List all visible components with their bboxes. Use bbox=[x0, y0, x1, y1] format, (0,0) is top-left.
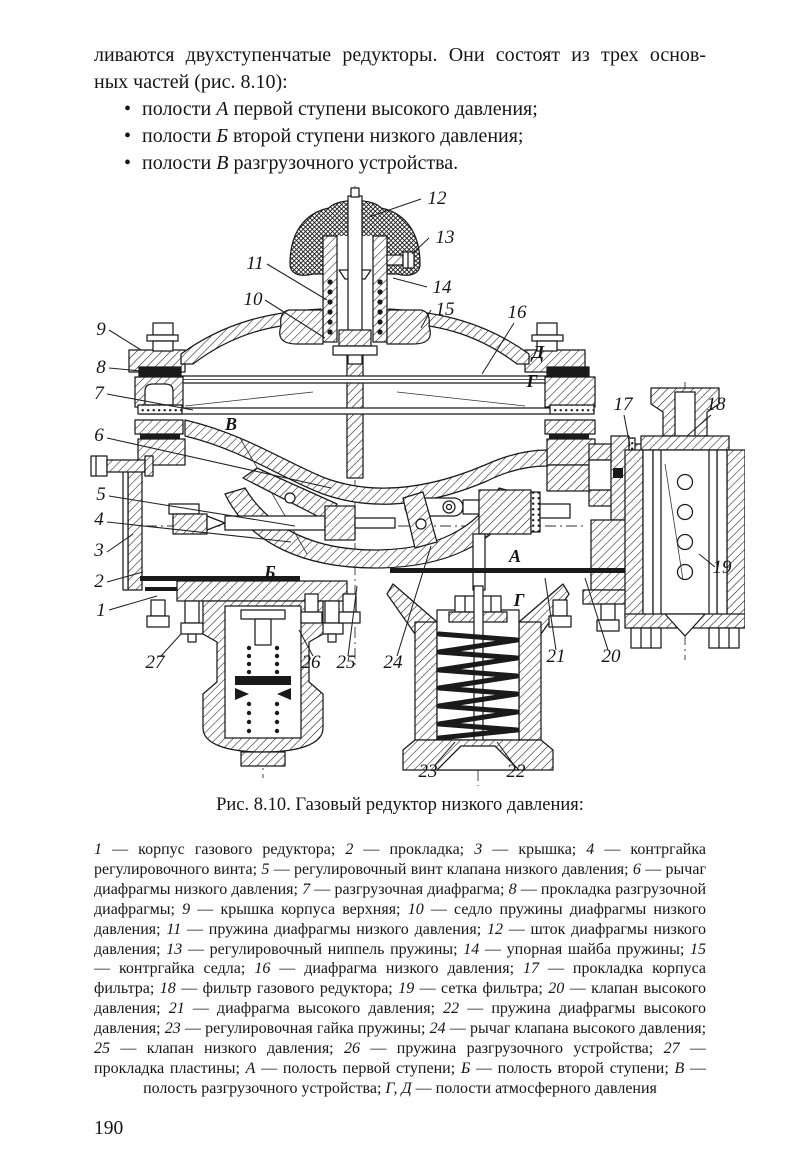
figure-callout-number: 22 bbox=[506, 761, 526, 782]
gasket-8 bbox=[139, 367, 181, 376]
intro-line-1: ливаются двухступенчатые редукторы. Они состоят из трех основ- bbox=[94, 44, 706, 66]
cavity-letter: В bbox=[216, 152, 229, 174]
figure-cavity-letter: А bbox=[508, 546, 522, 566]
legend-item-number: 8 bbox=[508, 880, 517, 898]
legend-item-number: 17 bbox=[523, 960, 540, 978]
legend-item-number: 10 bbox=[407, 900, 424, 918]
intro-paragraph bbox=[94, 42, 706, 177]
diaphragm-assemblies bbox=[139, 367, 589, 414]
legend-item-number: 21 bbox=[168, 1000, 185, 1018]
figure-callout-number: 27 bbox=[145, 652, 165, 673]
legend-item-number: 25 bbox=[94, 1040, 110, 1058]
legend-item-number: 24 bbox=[429, 1020, 446, 1038]
figure-callout-number: 25 bbox=[336, 652, 356, 673]
cavity-bullet-list bbox=[94, 96, 706, 177]
bullet-text: второй ступени низкого давления; bbox=[233, 125, 524, 147]
bullet-text: полости bbox=[142, 98, 212, 120]
bullet-text: полости bbox=[142, 152, 212, 174]
figure-callout-number: 3 bbox=[94, 540, 104, 561]
seat-flange-right bbox=[387, 310, 430, 344]
legend-item-number: 23 bbox=[164, 1020, 181, 1038]
callout-leader-line bbox=[109, 596, 157, 610]
figure-callout-number: 11 bbox=[246, 253, 264, 274]
legend-item-number: 18 bbox=[159, 980, 176, 998]
legend-item-number: 22 bbox=[443, 1000, 460, 1018]
adjusting-screw-5 bbox=[169, 504, 199, 514]
legend-item-number: 12 bbox=[486, 920, 503, 938]
legend-item-number: 19 bbox=[398, 980, 415, 998]
figure-callout-number: 8 bbox=[96, 357, 106, 378]
figure-caption: Рис. 8.10. Газовый редуктор низкого давления: bbox=[216, 795, 584, 815]
figure-callout-number: 2 bbox=[94, 571, 104, 592]
legend-item-number: 15 bbox=[690, 940, 706, 958]
figure-legend bbox=[94, 840, 706, 1099]
legend-item-number: 16 bbox=[254, 960, 271, 978]
figure-callout-number: 10 bbox=[243, 289, 263, 310]
cavity-letter: Б bbox=[216, 125, 229, 147]
figure-callout-number: 7 bbox=[94, 383, 104, 404]
legend-item-number: Г, Д bbox=[385, 1079, 412, 1097]
left-flange-stack bbox=[123, 377, 185, 590]
bullet-text: разгрузочного устройства. bbox=[233, 152, 459, 174]
figure-callout-number: 16 bbox=[507, 302, 527, 323]
legend-item-number: 9 bbox=[182, 900, 191, 918]
filter-assembly bbox=[625, 388, 745, 648]
figure-callout-number: 20 bbox=[601, 646, 621, 667]
page-number: 190 bbox=[94, 1118, 124, 1139]
legend-item-number: 3 bbox=[474, 841, 483, 858]
figure-callout-number: 12 bbox=[427, 188, 447, 209]
figure-callout-number: 18 bbox=[706, 394, 726, 415]
legend-item-number: 27 bbox=[663, 1040, 680, 1058]
figure-callout-number: 6 bbox=[94, 425, 104, 446]
figure-callout-number: 14 bbox=[432, 277, 452, 298]
figure-cavity-letter: Д bbox=[531, 342, 545, 362]
legend-item-number: 7 bbox=[302, 880, 311, 898]
legend-item-number: 11 bbox=[166, 920, 182, 938]
figure-callout-number: 26 bbox=[301, 652, 321, 673]
figure-callout-number: 1 bbox=[96, 600, 106, 621]
hp-spring-assembly bbox=[301, 584, 569, 770]
figure-callout-number: 4 bbox=[94, 509, 104, 530]
legend-item-number: 4 bbox=[586, 841, 595, 858]
right-flange-stack bbox=[545, 377, 595, 491]
legend-item-number: А bbox=[245, 1059, 256, 1077]
list-item bbox=[94, 96, 706, 123]
legend-item-number: 2 bbox=[345, 841, 354, 858]
list-item bbox=[94, 150, 706, 177]
legend-item-number: В bbox=[674, 1059, 685, 1077]
legend-item-number: 5 bbox=[261, 860, 270, 878]
cover-wall-3 bbox=[128, 465, 142, 590]
figure-callout-number: 23 bbox=[418, 761, 438, 782]
callout-leader-line bbox=[393, 278, 427, 287]
adjusting-cap-assembly bbox=[280, 188, 431, 364]
figure-callout-number: 9 bbox=[96, 319, 106, 340]
legend-item-number: 13 bbox=[166, 940, 183, 958]
bullet-icon: • bbox=[124, 125, 132, 147]
seat-flange-left bbox=[280, 310, 323, 344]
bullet-icon: • bbox=[124, 152, 132, 174]
relief-diaphragm-7 bbox=[141, 408, 571, 414]
regulator-cross-section-drawing bbox=[85, 182, 745, 796]
side-screw bbox=[387, 255, 403, 265]
figure-cavity-letter: Г bbox=[513, 590, 525, 610]
hp-valve-20 bbox=[479, 490, 531, 534]
callout-leader-line bbox=[109, 330, 141, 350]
bullet-text: первой ступени высокого давления; bbox=[233, 98, 538, 120]
relief-valve-assembly bbox=[177, 581, 347, 766]
legend-item-number: Б bbox=[460, 1059, 471, 1077]
figure-callout-number: 17 bbox=[613, 394, 633, 415]
figure-cavity-letter: В bbox=[224, 414, 238, 434]
intro-line-2: ных частей (рис. 8.10): bbox=[94, 71, 288, 93]
figure-callout-number: 24 bbox=[383, 652, 403, 673]
legend-text: 1 — корпус газового редуктора; 2 — прокладка; 3 — крышка; 4 — контргайка регулировочного винта; 5 — регулировочный винт клапана низкого давления; 6 — рычаг диафрагмы низкого давления; 7 — разгрузочная диафрагма; 8 — прокладка разгрузочной диафрагмы; 9 — крышка корпуса верхняя; 10 — седло пружины диафрагмы низкого давления; 11 — пружина диафрагмы низкого давления; 12 — шток диафрагмы низкого давления; 13 — регулировочный ниппель пружины; 14 — упорная шайба пружины; 15 — контргайка седла; 16 — диафрагма низкого давления; 17 — прокладка корпуса фильтра; 18 — фильтр газового редуктора; 19 — сетка фильтра; 20 — клапан высокого давления; 21 — диафрагма высокого давления; 22 — пружина диафрагмы высокого давления; 23 — регулировочная гайка пружины; 24 — рычаг клапана высокого давления; 25 — клапан низкого давления; 26 — пружина разгрузочного устройства; 27 — прокладка пластины; А — полость первой ступени; Б — полость второй ступени; В — полость разгрузочного устройства; Г, Д — полости атмосферного давления bbox=[94, 841, 707, 1097]
figure-callout-number: 5 bbox=[96, 484, 106, 505]
legend-item-number: 14 bbox=[463, 940, 480, 958]
bullet-icon: • bbox=[124, 98, 132, 120]
bullet-text: полости bbox=[142, 125, 212, 147]
figure-callout-number: 19 bbox=[712, 557, 732, 578]
legend-item-number: 1 bbox=[94, 841, 102, 858]
figure-cavity-letter: Г bbox=[526, 371, 538, 391]
stem-nut bbox=[339, 330, 371, 346]
figure-callout-number: 21 bbox=[546, 646, 566, 667]
legend-item-number: 26 bbox=[344, 1040, 361, 1058]
legend-item-number: 20 bbox=[548, 980, 565, 998]
cavity-letter: А bbox=[216, 98, 229, 120]
figure-callout-number: 15 bbox=[435, 299, 455, 320]
legend-item-number: 6 bbox=[632, 860, 641, 878]
figure-cavity-letter: Б bbox=[264, 562, 276, 582]
figure-8-10 bbox=[85, 182, 745, 796]
list-item bbox=[94, 123, 706, 150]
figure-callout-number: 13 bbox=[435, 227, 455, 248]
